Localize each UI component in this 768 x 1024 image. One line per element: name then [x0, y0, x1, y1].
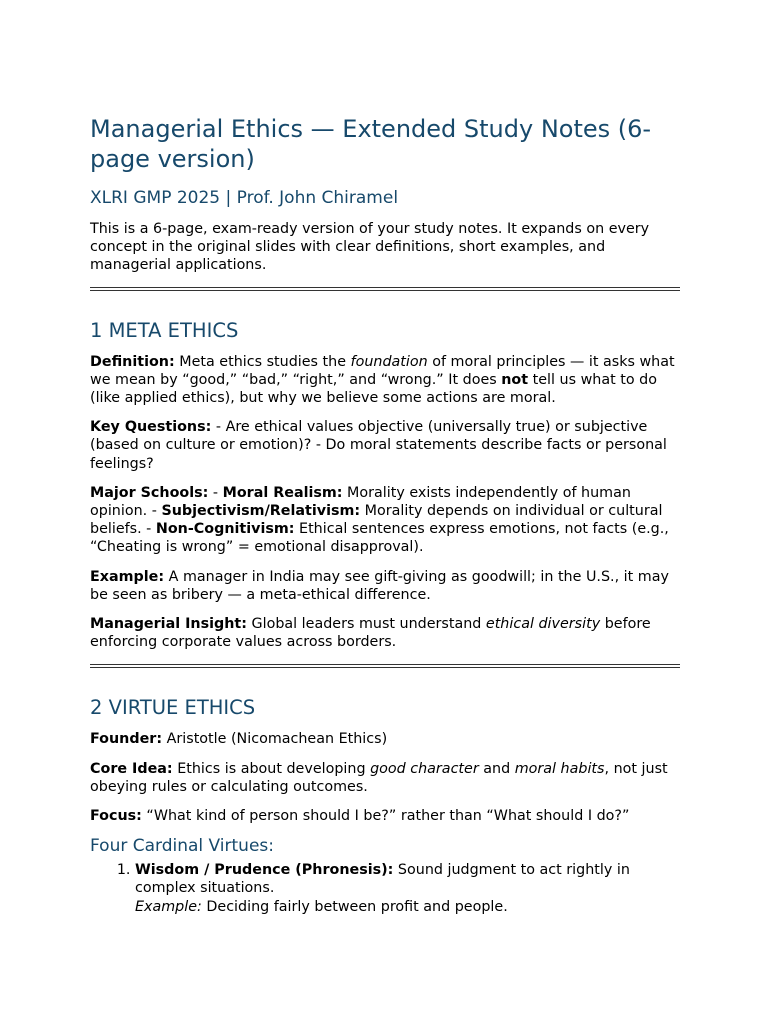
section-heading: 2 VIRTUE ETHICS — [90, 696, 256, 720]
document-title: Managerial Ethics — Extended Study Notes (6-page version) — [90, 115, 652, 173]
virtue-description: Sound judgment to act rightly in complex situations. — [135, 862, 630, 897]
insight-text: before enforcing corporate values across borders. — [90, 616, 651, 651]
insight-text: Global leaders must understand — [246, 616, 486, 633]
intro-paragraph: This is a 6-page, exam-ready version of your study notes. It expands on every concept in the original slides with clear definitions, short examples, and managerial applications. — [90, 221, 650, 274]
focus-text: “What kind of person should I be?” rather than “What should I do?” — [141, 808, 630, 825]
section-heading: 1 META ETHICS — [90, 318, 239, 342]
section-virtue-ethics — [90, 696, 680, 915]
key-questions-label: Key Questions: — [90, 419, 212, 436]
document-subtitle: XLRI GMP 2025 | Prof. John Chiramel — [90, 188, 399, 208]
virtues-heading: Four Cardinal Virtues: — [90, 836, 275, 857]
major-schools-text: Morality depends on individual or cultural beliefs. - — [90, 503, 663, 538]
virtues-list — [90, 861, 680, 916]
founder-text: Aristotle (Nicomachean Ethics) — [162, 731, 388, 748]
definition-paragraph — [90, 353, 680, 408]
school-subjectivism: Subjectivism/Relativism: — [161, 503, 361, 520]
definition-text: of moral principles — it asks what we mean by “good,” “bad,” “right,” and “wrong.” It does — [90, 353, 675, 388]
definition-text: tell us what to do (like applied ethics), but why we believe some actions are moral. — [90, 371, 657, 407]
core-idea-label: Core Idea: — [90, 760, 173, 777]
list-item — [135, 861, 680, 916]
virtue-name: Wisdom / Prudence (Phronesis): — [135, 862, 394, 879]
major-schools-text: Morality exists independently of human opinion. - — [90, 484, 631, 520]
core-idea-paragraph — [90, 760, 680, 796]
virtue-example-label: Example: — [135, 898, 202, 915]
founder-label: Founder: — [90, 731, 163, 748]
insight-label: Managerial Insight: — [90, 616, 247, 633]
major-schools-paragraph — [90, 484, 680, 557]
example-paragraph — [90, 568, 680, 604]
focus-paragraph — [90, 807, 680, 825]
major-schools-text: - — [208, 484, 223, 501]
key-questions-paragraph — [90, 418, 680, 473]
founder-paragraph — [90, 730, 680, 748]
key-questions-text: - Are ethical values objective (universally true) or subjective (based on culture or emotion)? - Do moral statements describe facts or personal feelings? — [90, 419, 667, 472]
insight-emphasis: ethical diversity — [485, 616, 601, 633]
section-divider — [90, 664, 680, 668]
definition-strong: not — [501, 371, 529, 388]
document-content — [90, 114, 680, 916]
section-meta-ethics — [90, 319, 680, 652]
focus-label: Focus: — [90, 808, 142, 825]
core-idea-emphasis: moral habits — [514, 760, 605, 777]
school-moral-realism: Moral Realism: — [222, 484, 343, 501]
school-non-cognitivism: Non-Cognitivism: — [155, 521, 295, 538]
core-idea-emphasis: good character — [370, 760, 479, 777]
insight-paragraph — [90, 615, 680, 651]
major-schools-text: Ethical sentences express emotions, not facts (e.g., “Cheating is wrong” = emotional disapproval). — [90, 521, 669, 556]
definition-text: Meta ethics studies the — [174, 353, 351, 370]
core-idea-text: Ethics is about developing — [172, 760, 371, 777]
core-idea-text: and — [478, 760, 515, 777]
definition-emphasis: foundation — [350, 353, 428, 370]
definition-label: Definition: — [90, 353, 175, 370]
section-divider — [90, 287, 680, 291]
major-schools-label: Major Schools: — [90, 484, 209, 501]
example-text: A manager in India may see gift-giving as goodwill; in the U.S., it may be seen as bribery — a meta-ethical difference. — [90, 568, 669, 603]
example-label: Example: — [90, 568, 165, 585]
core-idea-text: , not just obeying rules or calculating outcomes. — [90, 760, 668, 795]
virtue-example-text: Deciding fairly between profit and people. — [201, 898, 508, 915]
